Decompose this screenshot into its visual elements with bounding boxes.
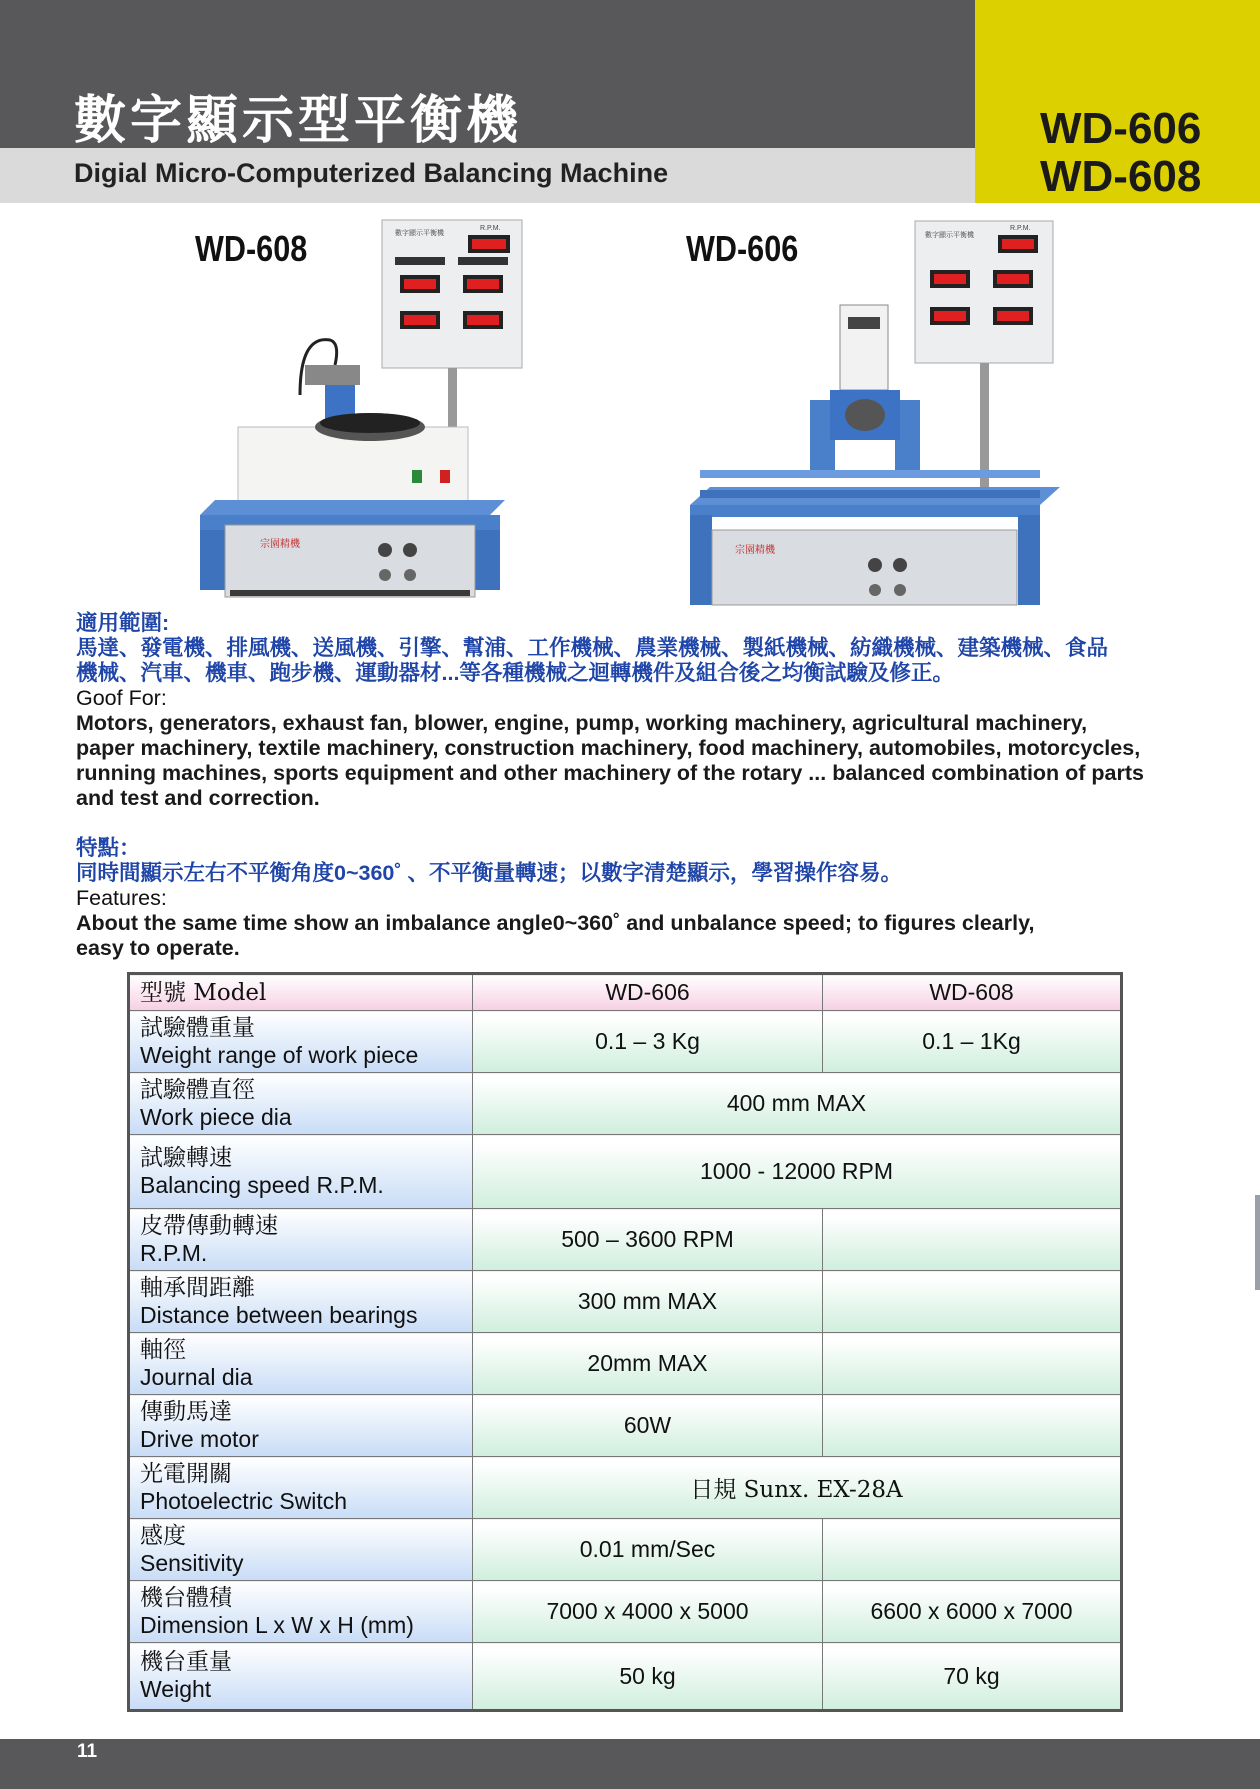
cell-merged: 日規 Sunx. EX-28A: [473, 1457, 1122, 1519]
features-heading-zh: 特點：: [76, 836, 141, 860]
row-label: 試驗體重量 Weight range of work piece: [129, 1011, 473, 1073]
cell-wd608: 70 kg: [823, 1643, 1122, 1711]
cell-wd606: 0.1 – 3 Kg: [473, 1011, 823, 1073]
row-label: 軸徑 Journal dia: [129, 1333, 473, 1395]
spec-table: [127, 972, 1123, 1712]
cell-wd606: 300 mm MAX: [473, 1271, 823, 1333]
edge-marker: [1255, 1195, 1260, 1290]
cell-wd606: 0.01 mm/Sec: [473, 1519, 823, 1581]
table-row: [129, 1457, 1122, 1519]
row-label: 軸承間距離 Distance between bearings: [129, 1271, 473, 1333]
cell-wd608: [823, 1395, 1122, 1457]
row-label: 光電開關 Photoelectric Switch: [129, 1457, 473, 1519]
wd608-brand: 宗園精機: [260, 539, 300, 550]
usage-text-en-4: and test and correction.: [76, 786, 320, 810]
model-heading-606: WD-606: [1040, 104, 1202, 153]
table-row: [129, 1643, 1122, 1711]
usage-text-en-2: paper machinery, textile machinery, construction machinery, food machinery, automobiles, motorcycles,: [76, 736, 1141, 760]
usage-heading-zh: 適用範圍:: [76, 611, 170, 635]
cell-wd608: [823, 1271, 1122, 1333]
cell-wd606: 60W: [473, 1395, 823, 1457]
cell-merged: 1000 - 12000 RPM: [473, 1135, 1122, 1209]
table-row: [129, 1209, 1122, 1271]
table-row: [129, 1011, 1122, 1073]
row-label: 傳動馬達 Drive motor: [129, 1395, 473, 1457]
footer-band: [0, 1739, 1260, 1789]
features-text-zh: 同時間顯示左右不平衡角度0~360˚ 、不平衡量轉速；以數字清楚顯示，學習操作容易。: [76, 861, 903, 885]
cell-wd608: [823, 1519, 1122, 1581]
cell-wd606: 50 kg: [473, 1643, 823, 1711]
row-label: 皮帶傳動轉速 R.P.M.: [129, 1209, 473, 1271]
cell-wd608: 0.1 – 1Kg: [823, 1011, 1122, 1073]
header-label: 型號 Model: [129, 974, 473, 1011]
wd606-panel-rpm: R.P.M.: [1010, 225, 1031, 232]
features-heading-en: Features:: [76, 886, 167, 910]
usage-text-en-3: running machines, sports equipment and other machinery of the rotary ... balanced combination of parts: [76, 761, 1144, 785]
table-row: [129, 1581, 1122, 1643]
table-row: [129, 1271, 1122, 1333]
cell-wd608: [823, 1209, 1122, 1271]
cell-wd608: 6600 x 6000 x 7000: [823, 1581, 1122, 1643]
table-header-row: [129, 974, 1122, 1011]
page-title-zh: 數字顯示型平衡機: [74, 91, 523, 151]
table-row: [129, 1333, 1122, 1395]
row-label: 試驗轉速 Balancing speed R.P.M.: [129, 1135, 473, 1209]
row-label: 感度 Sensitivity: [129, 1519, 473, 1581]
table-row: [129, 1135, 1122, 1209]
page-title-en: Digial Micro-Computerized Balancing Machine: [74, 158, 669, 188]
table-row: [129, 1073, 1122, 1135]
usage-heading-en: Goof For:: [76, 686, 167, 710]
usage-text-zh-1: 馬達、發電機、排風機、送風機、引擎、幫浦、工作機械、農業機械、製紙機械、紡織機械、建築機械、食品: [76, 636, 1109, 660]
cell-wd608: [823, 1333, 1122, 1395]
usage-text-zh-2: 機械、汽車、機車、跑步機、運動器材...等各種機械之迴轉機件及組合後之均衡試驗及修正。: [76, 661, 954, 685]
photo-label-wd606: WD-606: [686, 228, 799, 269]
wd608-panel-title: 數字顯示平衡機: [395, 230, 444, 237]
header-col-wd606: WD-606: [473, 974, 823, 1011]
wd606-panel-title: 數字顯示平衡機: [925, 232, 974, 239]
wd606-machine-photo: [680, 215, 1070, 610]
features-text-en-2: easy to operate.: [76, 936, 240, 960]
model-heading-608: WD-608: [1040, 152, 1202, 201]
wd608-panel-rpm: R.P.M.: [480, 225, 501, 232]
cell-wd606: 20mm MAX: [473, 1333, 823, 1395]
page-number: 11: [77, 1741, 98, 1762]
table-row: [129, 1395, 1122, 1457]
wd608-machine-photo: [190, 215, 570, 605]
row-label: 機台體積 Dimension L x W x H (mm): [129, 1581, 473, 1643]
cell-wd606: 7000 x 4000 x 5000: [473, 1581, 823, 1643]
cell-wd606: 500 – 3600 RPM: [473, 1209, 823, 1271]
usage-text-en-1: Motors, generators, exhaust fan, blower, engine, pump, working machinery, agricultural machinery,: [76, 711, 1088, 735]
wd606-brand: 宗園精機: [735, 545, 775, 556]
row-label: 機台重量 Weight: [129, 1643, 473, 1711]
header-col-wd608: WD-608: [823, 974, 1122, 1011]
cell-merged: 400 mm MAX: [473, 1073, 1122, 1135]
table-row: [129, 1519, 1122, 1581]
row-label: 試驗體直徑 Work piece dia: [129, 1073, 473, 1135]
photo-label-wd608: WD-608: [195, 228, 308, 269]
features-text-en-1: About the same time show an imbalance angle0~360˚ and unbalance speed; to figures clearly,: [76, 911, 1035, 935]
